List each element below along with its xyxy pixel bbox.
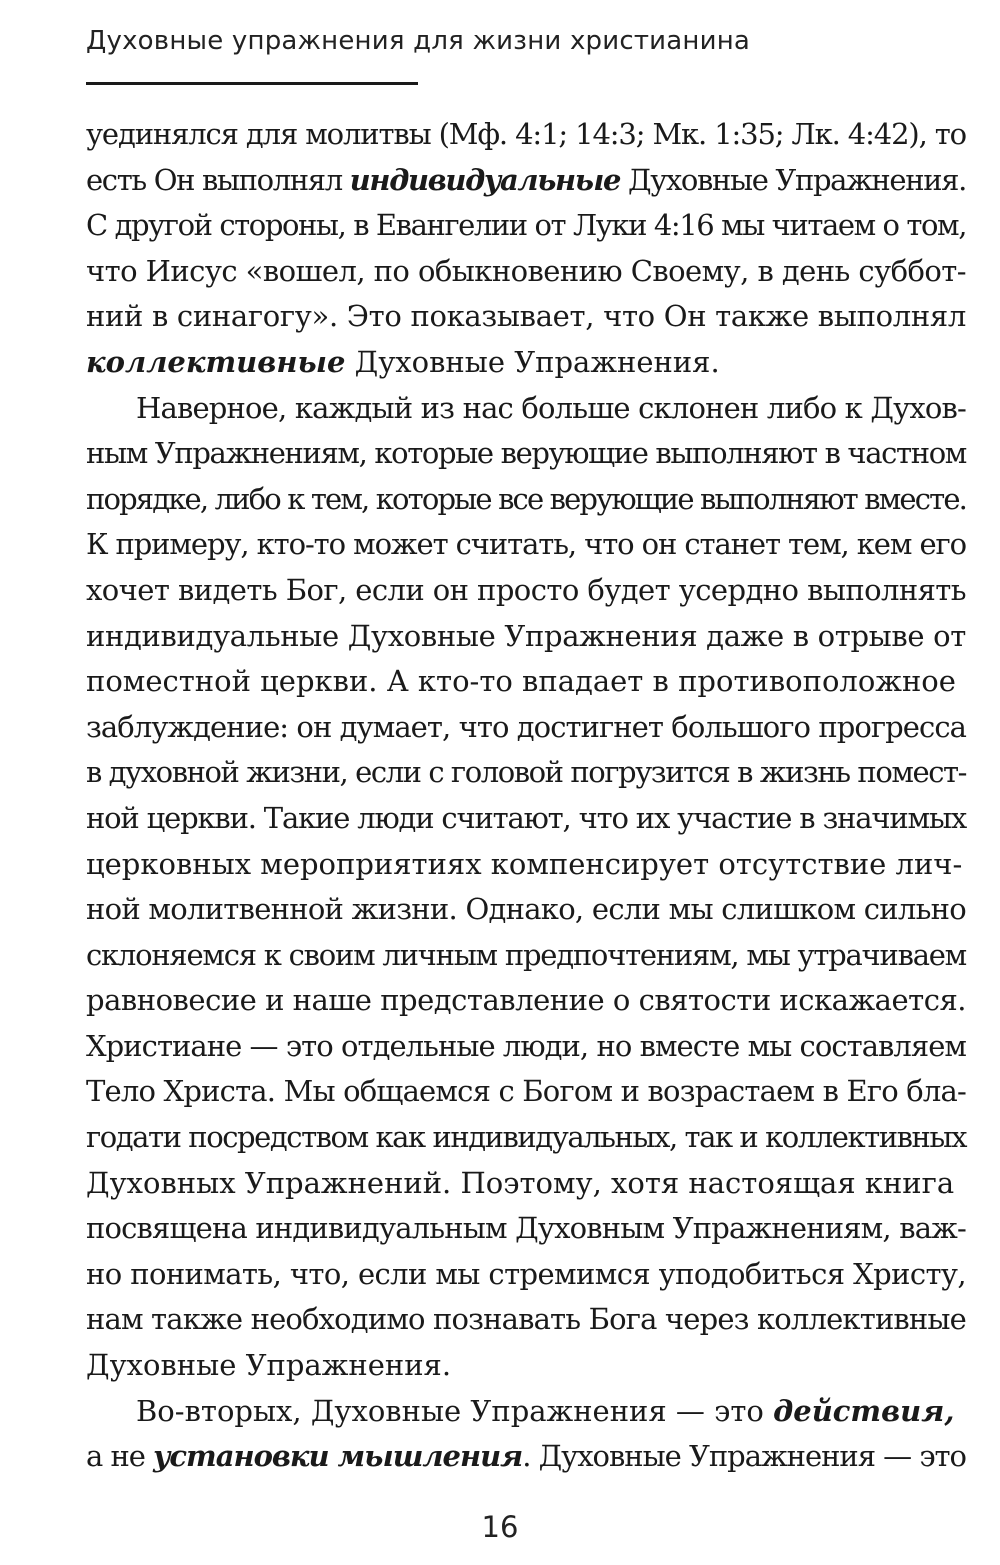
text-run: Духовные Упражнения. <box>345 344 720 379</box>
text-line: ной церкви. Такие люди считают, что их участие в значимых <box>86 800 966 835</box>
header-rule <box>86 82 418 85</box>
text-line: церковных мероприятиях компенсирует отсутствие лич- <box>86 846 963 881</box>
text-line: хочет видеть Бог, если он просто будет усердно выполнять <box>86 572 966 607</box>
text-run: Во-вторых, Духовные Упражнения — это <box>136 1393 774 1428</box>
text-line: Духовные Упражнения. <box>86 1348 452 1383</box>
page-number: 16 <box>481 1510 519 1544</box>
text-line: годати посредством как индивидуальных, так и коллективных <box>86 1120 966 1155</box>
text-line: уединялся для молитвы (Мф. 4:1; 14:3; Мк. 1:35; Лк. 4:42), то <box>86 117 966 151</box>
text-line: С другой стороны, в Евангелии от Луки 4:16 мы читаем о том, <box>86 208 966 243</box>
paragraph-2 <box>86 386 966 1389</box>
text-line: ний в синагогу». Это показывает, что Он также выполнял <box>86 299 966 334</box>
paragraph-1 <box>86 112 966 386</box>
running-header: Духовные упражнения для жизни христианина <box>86 26 751 56</box>
text-run: Духовные Упражнения. <box>620 162 966 197</box>
text-line: но понимать, что, если мы стремимся уподобиться Христу, <box>86 1256 966 1291</box>
text-run: . Духовные Упражнения — это <box>522 1439 966 1474</box>
text-line: Тело Христа. Мы общаемся с Богом и возрастаем в Его бла- <box>86 1074 966 1109</box>
text-line: К примеру, кто-то может считать, что он станет тем, кем его <box>86 527 966 562</box>
text-line: склоняемся к своим личным предпочтениям, мы утрачиваем <box>86 937 966 972</box>
text-line: Духовных Упражнений. Поэтому, хотя настоящая книга <box>86 1165 955 1200</box>
text-line: поместной церкви. А кто-то впадает в противоположное <box>86 664 956 699</box>
text-line <box>86 1389 966 1435</box>
text-line: посвящена индивидуальным Духовным Упражнениям, важ- <box>86 1211 966 1246</box>
text-line: порядке, либо к тем, которые все верующие выполняют вместе. <box>86 481 966 516</box>
emphasis-text: установки мышления <box>153 1439 523 1474</box>
text-line <box>86 340 966 386</box>
emphasis-text: индивидуальные <box>349 162 621 197</box>
text-line: индивидуальные Духовные Упражнения даже в отрыве от <box>86 618 966 653</box>
emphasis-text: действия, <box>773 1393 955 1428</box>
text-line: ной молитвенной жизни. Однако, если мы слишком сильно <box>86 892 966 927</box>
text-line: Наверное, каждый из нас больше склонен либо к Духов- <box>136 390 966 425</box>
emphasis-text: коллективные <box>86 344 346 379</box>
text-line: ным Упражнениям, которые верующие выполняют в частном <box>86 436 966 471</box>
text-line <box>86 158 966 204</box>
text-run: есть Он выполнял <box>86 162 350 197</box>
text-line: равновесие и наше представление о святости искажается. <box>86 983 966 1018</box>
text-line: заблуждение: он думает, что достигнет большого прогресса <box>86 709 966 744</box>
text-line: в духовной жизни, если с головой погрузится в жизнь помест- <box>86 755 967 790</box>
text-line: что Иисус «вошел, по обыкновению Своему, в день суббот- <box>86 253 966 288</box>
body-text <box>86 112 966 1480</box>
text-line: нам также необходимо познавать Бога через коллективные <box>86 1302 966 1337</box>
paragraph-3 <box>86 1389 966 1480</box>
text-line <box>86 1434 966 1480</box>
text-run: а не <box>86 1439 154 1474</box>
text-line: Христиане — это отдельные люди, но вместе мы составляем <box>86 1028 966 1063</box>
